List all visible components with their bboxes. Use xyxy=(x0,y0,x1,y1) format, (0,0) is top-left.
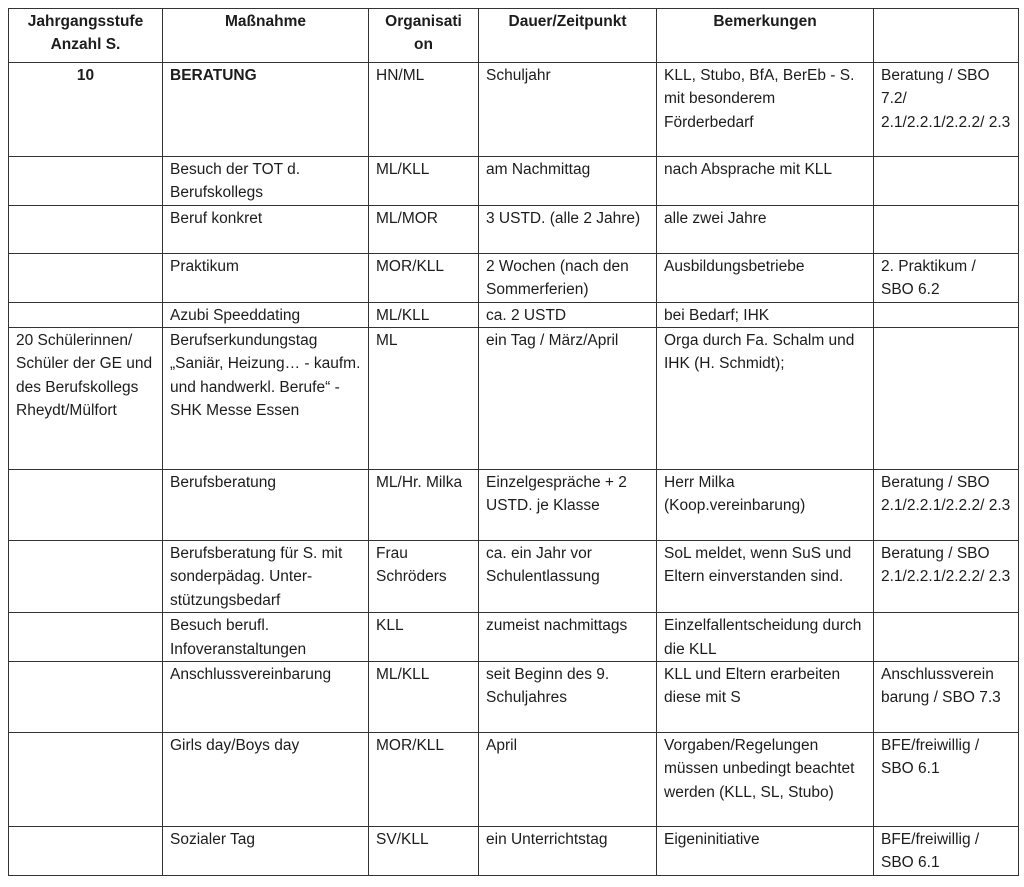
cell-measure: Anschlussvereinbarung xyxy=(163,662,369,733)
cell-grade xyxy=(9,157,163,206)
table-row xyxy=(9,157,1019,206)
header-measure: Maßnahme xyxy=(163,9,369,63)
cell-duration: ein Tag / März/April xyxy=(479,328,657,470)
cell-measure: Besuch berufl. Infoveranstaltungen xyxy=(163,613,369,662)
cell-measure: Berufsberatung für S. mit sonderpädag. Unter-stützungsbedarf xyxy=(163,541,369,613)
cell-grade xyxy=(9,541,163,613)
table-row xyxy=(9,541,1019,613)
cell-measure: Azubi Speeddating xyxy=(163,302,369,327)
table-row xyxy=(9,827,1019,876)
cell-organisation: ML/KLL xyxy=(369,302,479,327)
cell-measure: Girls day/Boys day xyxy=(163,733,369,827)
cell-organisation: ML/MOR xyxy=(369,205,479,253)
cell-remarks: Orga durch Fa. Schalm und IHK (H. Schmidt); xyxy=(657,328,874,470)
cell-duration: Einzelgespräche + 2 USTD. je Klasse xyxy=(479,470,657,541)
cell-duration: ca. ein Jahr vor Schulentlassung xyxy=(479,541,657,613)
cell-measure: Berufserkundungstag „Saniär, Heizung… - kaufm. und handwerkl. Berufe“ - SHK Messe Essen xyxy=(163,328,369,470)
cell-grade xyxy=(9,827,163,876)
cell-reference xyxy=(874,613,1019,662)
cell-measure: Besuch der TOT d. Berufskollegs xyxy=(163,157,369,206)
cell-grade xyxy=(9,253,163,302)
cell-remarks: Eigeninitiative xyxy=(657,827,874,876)
cell-remarks: bei Bedarf; IHK xyxy=(657,302,874,327)
header-reference xyxy=(874,9,1019,63)
cell-remarks: alle zwei Jahre xyxy=(657,205,874,253)
cell-reference: BFE/freiwillig / SBO 6.1 xyxy=(874,733,1019,827)
cell-remarks: Ausbildungsbetriebe xyxy=(657,253,874,302)
cell-measure: Beruf konkret xyxy=(163,205,369,253)
cell-reference: BFE/freiwillig / SBO 6.1 xyxy=(874,827,1019,876)
cell-duration: am Nachmittag xyxy=(479,157,657,206)
cell-grade xyxy=(9,205,163,253)
cell-grade xyxy=(9,613,163,662)
cell-remarks: KLL und Eltern erarbeiten diese mit S xyxy=(657,662,874,733)
cell-grade xyxy=(9,302,163,327)
cell-reference: Beratung / SBO 2.1/2.2.1/2.2.2/ 2.3 xyxy=(874,470,1019,541)
cell-remarks: Herr Milka (Koop.vereinbarung) xyxy=(657,470,874,541)
cell-grade: 10 xyxy=(9,63,163,157)
cell-duration: 2 Wochen (nach den Sommerferien) xyxy=(479,253,657,302)
table-row xyxy=(9,328,1019,470)
cell-reference xyxy=(874,302,1019,327)
cell-remarks: SoL meldet, wenn SuS und Eltern einverstanden sind. xyxy=(657,541,874,613)
table-row xyxy=(9,470,1019,541)
cell-duration: 3 USTD. (alle 2 Jahre) xyxy=(479,205,657,253)
cell-measure: Sozialer Tag xyxy=(163,827,369,876)
cell-measure: BERATUNG xyxy=(163,63,369,157)
cell-duration: seit Beginn des 9. Schuljahres xyxy=(479,662,657,733)
table-row xyxy=(9,205,1019,253)
cell-grade: 20 Schülerinnen/ Schüler der GE und des Berufskollegs Rheydt/Mülfort xyxy=(9,328,163,470)
cell-grade xyxy=(9,662,163,733)
table-row xyxy=(9,662,1019,733)
cell-measure: Berufsberatung xyxy=(163,470,369,541)
header-remarks: Bemerkungen xyxy=(657,9,874,63)
cell-organisation: MOR/KLL xyxy=(369,733,479,827)
cell-duration: ca. 2 USTD xyxy=(479,302,657,327)
cell-organisation: Frau Schröders xyxy=(369,541,479,613)
table-row xyxy=(9,63,1019,157)
cell-organisation: MOR/KLL xyxy=(369,253,479,302)
cell-remarks: Einzelfallentscheidung durch die KLL xyxy=(657,613,874,662)
cell-reference xyxy=(874,205,1019,253)
cell-reference: 2. Praktikum / SBO 6.2 xyxy=(874,253,1019,302)
cell-organisation: ML/KLL xyxy=(369,157,479,206)
measures-table xyxy=(8,8,1019,876)
cell-duration: ein Unterrichtstag xyxy=(479,827,657,876)
cell-reference xyxy=(874,328,1019,470)
cell-reference: Beratung / SBO 2.1/2.2.1/2.2.2/ 2.3 xyxy=(874,541,1019,613)
cell-reference xyxy=(874,157,1019,206)
cell-remarks: nach Absprache mit KLL xyxy=(657,157,874,206)
table-row xyxy=(9,302,1019,327)
table-row xyxy=(9,733,1019,827)
table-row xyxy=(9,613,1019,662)
cell-organisation: KLL xyxy=(369,613,479,662)
header-organisation: Organisati on xyxy=(369,9,479,63)
cell-grade xyxy=(9,733,163,827)
cell-organisation: HN/ML xyxy=(369,63,479,157)
cell-remarks: Vorgaben/Regelungen müssen unbedingt beachtet werden (KLL, SL, Stubo) xyxy=(657,733,874,827)
header-duration: Dauer/Zeitpunkt xyxy=(479,9,657,63)
cell-duration: April xyxy=(479,733,657,827)
header-grade: Jahrgangsstufe Anzahl S. xyxy=(9,9,163,63)
cell-organisation: ML xyxy=(369,328,479,470)
cell-organisation: ML/KLL xyxy=(369,662,479,733)
cell-reference: Beratung / SBO 7.2/ 2.1/2.2.1/2.2.2/ 2.3 xyxy=(874,63,1019,157)
header-row xyxy=(9,9,1019,63)
cell-grade xyxy=(9,470,163,541)
cell-duration: zumeist nachmittags xyxy=(479,613,657,662)
cell-remarks: KLL, Stubo, BfA, BerEb - S. mit besonderem Förderbedarf xyxy=(657,63,874,157)
cell-measure: Praktikum xyxy=(163,253,369,302)
cell-organisation: SV/KLL xyxy=(369,827,479,876)
cell-organisation: ML/Hr. Milka xyxy=(369,470,479,541)
table-row xyxy=(9,253,1019,302)
cell-reference: Anschlussverein barung / SBO 7.3 xyxy=(874,662,1019,733)
cell-duration: Schuljahr xyxy=(479,63,657,157)
